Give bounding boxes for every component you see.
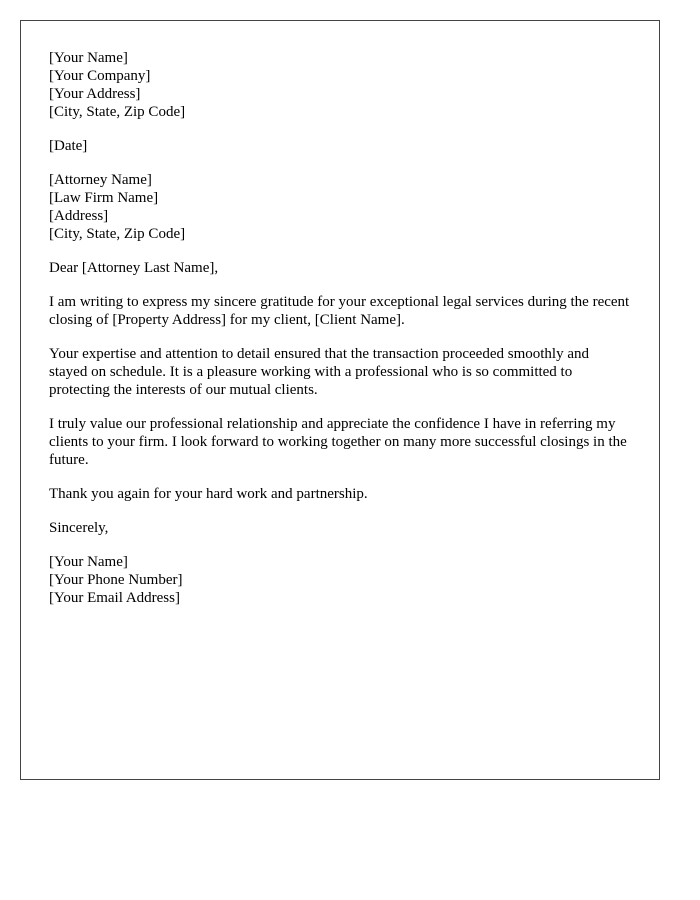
letter-date: [Date] — [49, 138, 88, 154]
recipient-city-state-zip: [City, State, Zip Code] — [49, 226, 186, 242]
recipient-name: [Attorney Name] — [49, 172, 152, 188]
sender-company: [Your Company] — [49, 68, 151, 84]
signature-email: [Your Email Address] — [49, 590, 180, 606]
body-paragraph-2: Your expertise and attention to detail ensured that the transaction proceeded smoothly and stayed on schedule. It is a pleasure working with a professional who is so committed to protecting the interests of our mutual clients. — [49, 346, 589, 398]
salutation: Dear [Attorney Last Name], — [49, 260, 219, 276]
body-paragraph-1: I am writing to express my sincere gratitude for your exceptional legal services during the recent closing of [Property Address] for my client, [Client Name]. — [49, 294, 630, 328]
letter-page — [20, 20, 660, 780]
closing: Sincerely, — [49, 520, 109, 536]
signature-phone: [Your Phone Number] — [49, 572, 183, 588]
body-paragraph-4: Thank you again for your hard work and partnership. — [49, 486, 368, 502]
signature-block — [49, 553, 631, 607]
sender-address-block — [49, 49, 631, 121]
recipient-address-block — [49, 171, 631, 243]
body-paragraph-3: I truly value our professional relationship and appreciate the confidence I have in referring my clients to your firm. I look forward to working together on many more successful closings in the future. — [49, 416, 627, 468]
recipient-address: [Address] — [49, 208, 109, 224]
sender-city-state-zip: [City, State, Zip Code] — [49, 104, 186, 120]
recipient-firm: [Law Firm Name] — [49, 190, 159, 206]
date-block — [49, 137, 631, 155]
sender-address: [Your Address] — [49, 86, 141, 102]
sender-name: [Your Name] — [49, 50, 128, 66]
signature-name: [Your Name] — [49, 554, 128, 570]
